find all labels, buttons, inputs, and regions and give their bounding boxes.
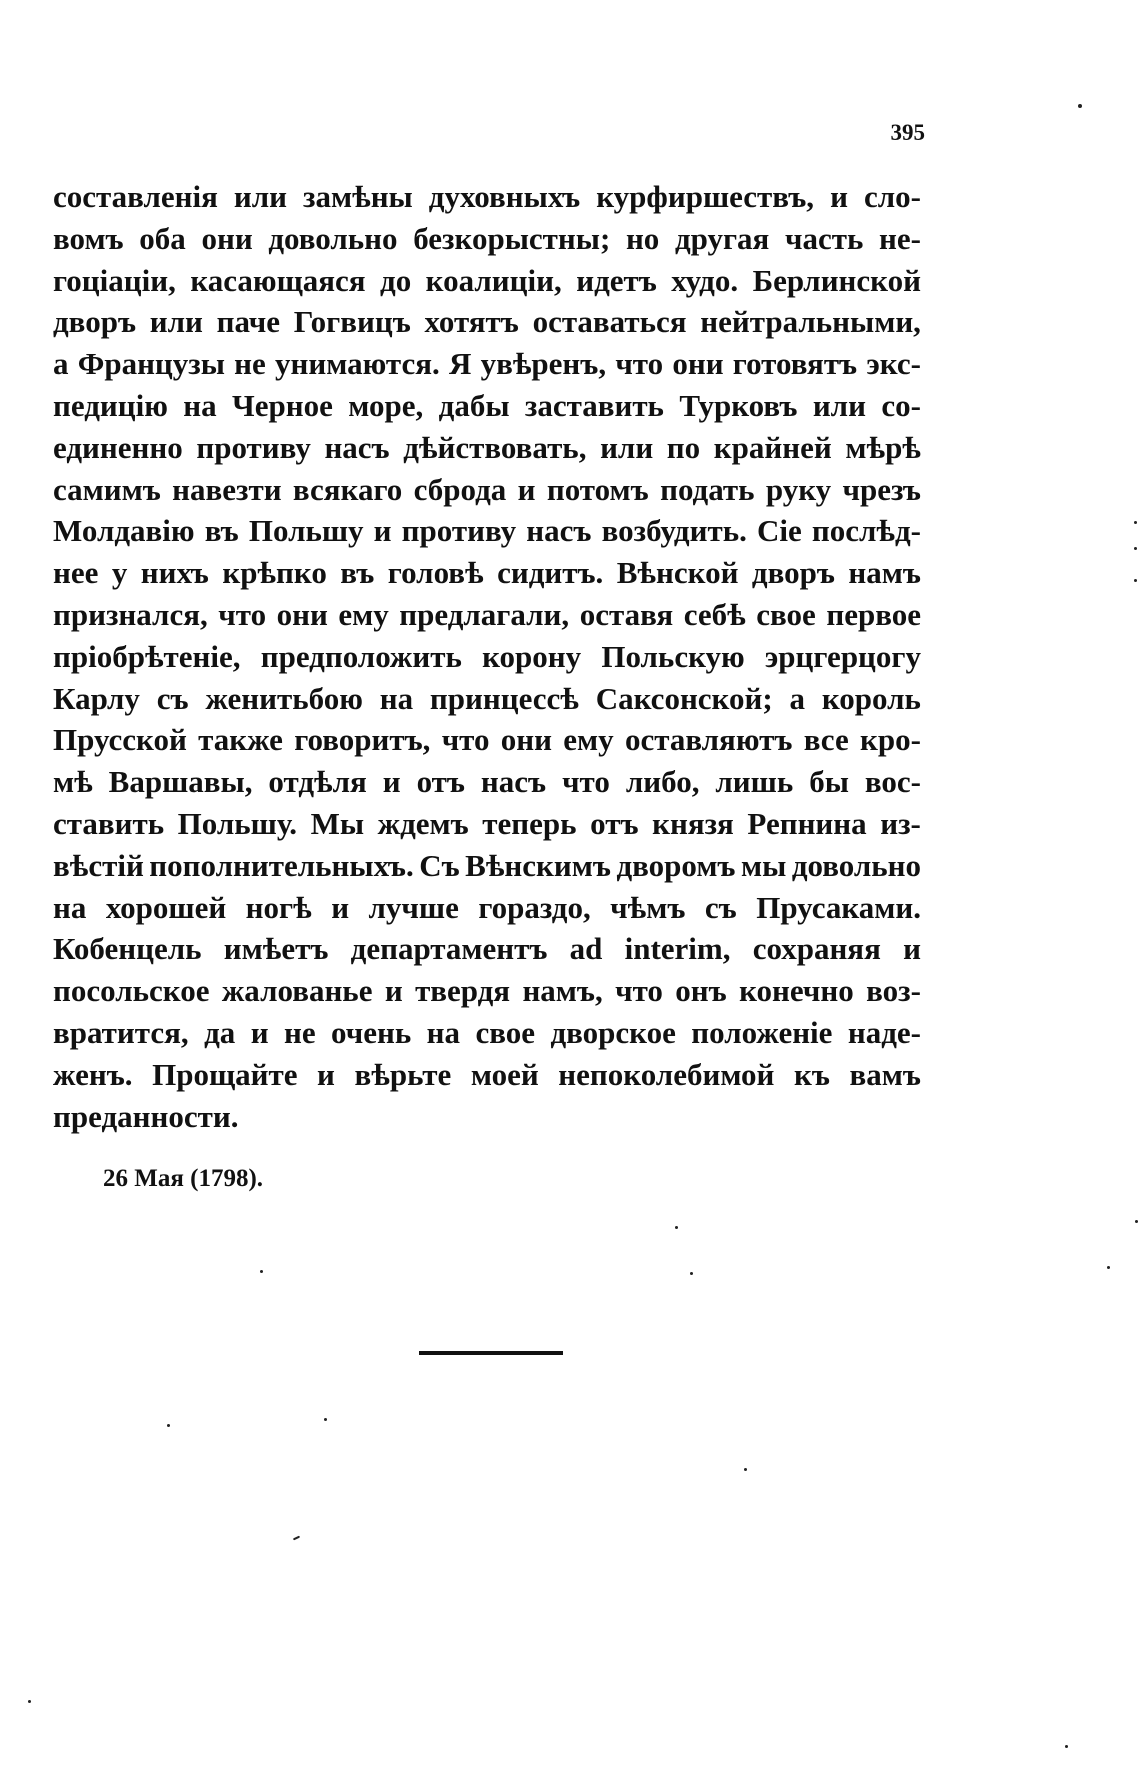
word: но [625,220,660,256]
word: безкорыстны; [413,220,611,256]
word: твердя [415,973,511,1009]
text-line [53,761,921,803]
word: на [379,680,414,716]
word: и [382,764,401,800]
word: нее [53,555,99,591]
word: противу [196,429,311,465]
word: все [803,722,849,758]
word: насъ [526,513,592,549]
word: либо, [625,764,700,800]
word: касающаяся [190,262,366,298]
word: мѣ [53,764,93,800]
scan-speck [1065,1745,1068,1748]
word: себѣ [683,596,746,632]
word: паче [216,304,280,340]
word: довольно [268,220,398,256]
word: что [615,346,664,382]
word: чрезъ [842,471,921,507]
letter-date: 26 Мая (1798). [103,1165,264,1192]
word: со- [881,387,921,423]
scan-speck [167,1424,170,1427]
word: или [812,387,866,423]
word: въ [340,555,375,591]
word: Варшавы, [108,764,253,800]
word: преданности. [53,1098,239,1134]
word: положеніе [691,1014,833,1050]
text-line [53,636,921,678]
word: очень [331,1014,412,1050]
word: оставя [579,596,674,632]
word: Турковъ [679,387,798,423]
word: вѣрьте [354,1056,452,1092]
text-line [53,1012,921,1054]
word: сло- [863,179,921,214]
word: послѣд- [811,513,921,549]
text-line [53,260,921,302]
word: пополнительныхъ. [149,847,414,883]
word: признался, [53,596,208,632]
word: хотятъ [424,304,519,340]
word: всякаго [292,471,403,507]
word: женъ. [53,1056,133,1092]
text-line [53,1096,921,1138]
word: лучше [368,889,459,925]
word: нейтральными, [700,304,921,340]
word: насъ [480,764,547,800]
word: мы [741,847,787,883]
word: коалиціи, [425,262,562,298]
word: они [201,220,253,256]
word: оставаться [532,304,687,340]
word: или [149,304,203,340]
word: Французы [77,346,225,382]
word: составленія [53,179,218,214]
word: пріобрѣтеніе, [53,638,241,674]
text-line [53,970,921,1012]
word: принцессѣ [429,680,579,716]
word: единенно [53,429,183,465]
word: вомъ [53,220,124,256]
scan-speck [293,1536,300,1541]
word: на [183,387,217,423]
text-line [53,469,921,511]
word: или [233,179,287,214]
word: и [830,179,848,214]
text-line [53,427,921,469]
word: король [821,680,921,716]
word: на [426,1014,461,1050]
word: ad [569,931,603,967]
word: непоколебимой [558,1056,775,1092]
word: Молдавію [53,513,195,549]
word: свое [756,596,816,632]
word: и [250,1014,269,1050]
word: ему [338,596,389,632]
word: Я [448,346,472,382]
word: дворъ [53,304,137,340]
word: Вѣнскимъ [465,847,611,883]
word: чѣмъ [610,889,686,925]
scan-speck [1134,579,1137,582]
word: также [198,722,283,758]
word: interim, [624,931,731,967]
word: насъ [324,429,390,465]
word: увѣренъ, [480,346,607,382]
word: духовныхъ [428,179,581,214]
word: гоціаціи, [53,262,176,298]
word: они [500,722,553,758]
word: князя [652,805,734,841]
word: унимаются. [274,346,440,382]
word: вѣстій [53,847,144,883]
word: съ [156,680,189,716]
word: возбудить. [601,513,747,549]
word: вамъ [849,1056,921,1092]
word: педицію [53,387,168,423]
word: Кобенцель [53,931,202,967]
text-line [53,301,921,343]
word: не [234,346,266,382]
word: и [903,931,921,967]
word: отъ [416,764,465,800]
scan-speck [744,1468,747,1471]
word: крѣпко [222,555,327,591]
word: они [276,596,328,632]
word: Вѣнской [616,555,739,591]
word: дворъ [751,555,835,591]
word: намъ [848,555,921,591]
word: департаментъ [350,931,548,967]
word: не [283,1014,316,1050]
word: довольно [791,847,921,883]
word: эрцгерцогу [764,638,921,674]
word: теперь [482,805,577,841]
word: сброда [413,471,507,507]
word: отъ [590,805,639,841]
word: Гогвицъ [293,304,411,340]
word: часть [785,220,864,256]
word: сохраняя [752,931,881,967]
word: нихъ [140,555,209,591]
text-line [53,887,921,929]
word: дабы [438,387,510,423]
text-line [53,385,921,427]
word: или [600,429,654,465]
word: конечно [739,973,854,1009]
text-line [53,719,921,761]
text-line [53,845,921,887]
word: кро- [860,722,921,758]
word: что [615,973,663,1009]
word: онъ [675,973,727,1009]
word: говоритъ, [294,722,431,758]
word: мѣрѣ [845,429,921,465]
scan-speck [1078,104,1082,108]
word: дворское [550,1014,676,1050]
word: подать [660,471,755,507]
word: курфиршествъ, [596,179,815,214]
text-line [53,594,921,636]
word: да [204,1014,236,1050]
word: Польскую [601,638,745,674]
word: посольское [53,973,210,1009]
word: Прусаками. [756,889,921,925]
word: ему [563,722,614,758]
word: не- [879,220,921,256]
word: и [517,471,536,507]
scan-speck [1107,1266,1110,1269]
text-line [53,552,921,594]
word: Сіе [756,513,802,549]
word: замѣны [303,179,413,214]
word: Мы [310,805,365,841]
text-line [53,803,921,845]
word: хорошей [105,889,227,925]
word: заставить [524,387,664,423]
word: свое [475,1014,536,1050]
word: море, [348,387,424,423]
word: руку [765,471,832,507]
word: воз- [866,973,921,1009]
word: оставляютъ [624,722,793,758]
word: ставить [53,805,165,841]
word: Карлу [53,680,140,716]
word: Репнина [747,805,867,841]
word: дворомъ [616,847,736,883]
word: ногѣ [245,889,312,925]
text-line [53,176,921,218]
word: Прощайте [152,1056,298,1092]
end-rule-divider [419,1351,563,1355]
word: что [441,722,490,758]
word: противу [401,513,517,549]
scan-speck [690,1272,693,1275]
letter-body-text [53,176,921,1137]
scan-speck [1135,1220,1138,1223]
word: ждемъ [377,805,469,841]
word: навезти [172,471,282,507]
word: жалованье [221,973,373,1009]
word: бы [809,764,849,800]
word: худо. [671,262,739,298]
word: идетъ [576,262,657,298]
text-line [53,678,921,720]
word: моей [470,1056,539,1092]
word: въ [204,513,239,549]
word: готовятъ [732,346,858,382]
word: лишь [715,764,794,800]
word: отдѣля [268,764,367,800]
word: женитьбою [205,680,363,716]
word: наде- [847,1014,921,1050]
word: къ [793,1056,830,1092]
word: вратится, [53,1014,189,1050]
text-line [53,343,921,385]
word: Черное [232,387,333,423]
text-line [53,218,921,260]
word: у [111,555,128,591]
word: а [789,680,806,716]
word: первое [826,596,921,632]
word: а [53,346,69,382]
word: Польшу [248,513,364,549]
scan-speck [324,1418,327,1421]
word: потомъ [546,471,649,507]
scan-speck [28,1700,31,1703]
word: оба [139,220,186,256]
word: предлагали, [399,596,570,632]
word: самимъ [53,471,161,507]
word: корону [482,638,582,674]
word: съ [704,889,737,925]
text-line [53,510,921,552]
word: предположить [260,638,462,674]
word: экс- [866,346,921,382]
word: гораздо, [478,889,591,925]
word: что [562,764,610,800]
word: Прусской [53,722,187,758]
word: Берлинской [752,262,921,298]
word: и [373,513,392,549]
scan-speck [260,1270,263,1273]
word: на [53,889,87,925]
word: и [317,1056,335,1092]
word: из- [880,805,921,841]
scan-speck [675,1226,678,1229]
text-line [53,1054,921,1096]
word: другая [674,220,770,256]
text-line [53,928,921,970]
word: сидитъ. [497,555,604,591]
word: имѣетъ [223,931,329,967]
word: дѣйствовать, [403,429,587,465]
word: по [666,429,701,465]
word: они [672,346,724,382]
word: головѣ [387,555,484,591]
word: и [384,973,403,1009]
word: Саксонской; [595,680,773,716]
scan-speck [1134,547,1137,550]
word: Польшу. [177,805,297,841]
word: что [218,596,267,632]
word: крайней [713,429,832,465]
word: намъ, [522,973,603,1009]
page-number: 395 [890,120,925,145]
scan-speck [1134,521,1137,524]
word: до [380,262,412,298]
word: Съ [419,847,460,883]
word: вос- [864,764,921,800]
word: и [331,889,350,925]
